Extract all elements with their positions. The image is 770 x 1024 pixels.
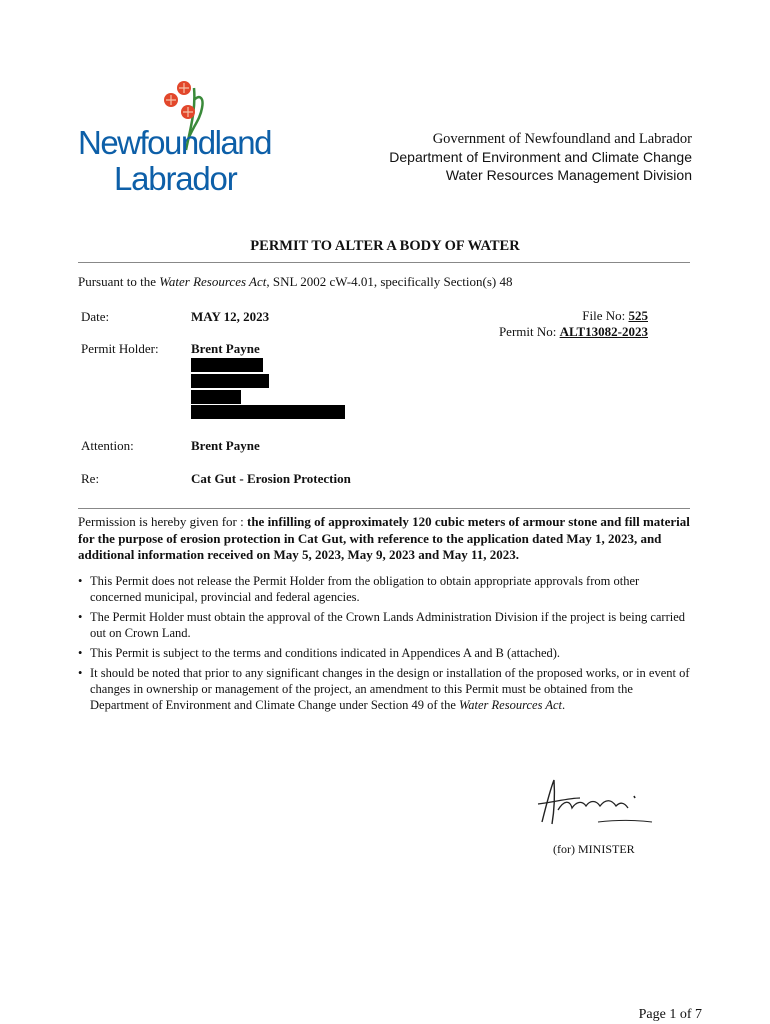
list-item: • The Permit Holder must obtain the approval of the Crown Lands Administration Division if the project is being carried out on Crown Land. [78, 609, 690, 641]
government-name: Government of Newfoundland and Labrador [432, 131, 692, 147]
file-no-line [499, 308, 648, 324]
permission-prefix: Permission is hereby given for : [78, 514, 247, 529]
signature-caption: (for) MINISTER [553, 842, 635, 856]
department-name: Department of Environment and Climate Change [389, 149, 692, 165]
permit-no-line [499, 324, 648, 340]
division-name: Water Resources Management Division [445, 167, 692, 183]
logo-wordmark-newfoundland: Newfoundland [78, 124, 271, 161]
minister-signature [536, 776, 656, 832]
title-rule [78, 262, 690, 263]
date-value: MAY 12, 2023 [191, 309, 270, 324]
attention-value: Brent Payne [191, 438, 260, 453]
re-label: Re: [81, 471, 100, 486]
permit-no-value: ALT13082-2023 [559, 324, 648, 339]
government-header [389, 130, 692, 184]
redacted-address-line-3 [191, 390, 241, 404]
page-number: Page 1 of 7 [638, 1007, 702, 1022]
list-item [78, 665, 690, 713]
section-rule [78, 508, 690, 509]
pursuant-prefix: Pursuant to the [78, 274, 160, 289]
file-no-label: File No: [582, 308, 629, 323]
attention-label: Attention: [81, 438, 134, 453]
conditions-list [78, 573, 690, 717]
amendment-text: It should be noted that prior to any significant changes in the design or installation of the proposed works, or in event of changes in ownership or management of the project, an amendment to this Permit must be obtained from the Department of Environment and Climate Change under Section 49 of the [90, 666, 690, 712]
date-label: Date: [81, 309, 110, 324]
permission-paragraph [78, 514, 690, 564]
pursuant-act: Water Resources Act [159, 274, 267, 289]
redacted-address-line-1 [191, 358, 263, 372]
file-no-value: 525 [628, 308, 648, 323]
permit-no-label: Permit No: [498, 324, 560, 339]
permission-body: the infilling of approximately 120 cubic meters of armour stone and fill material for the purpose of erosion protection in Cat Gut, with reference to the application dated May 1, 2023, and additional information received on May 5, 2023, May 9, 2023 and May 11, 2023. [78, 514, 690, 562]
logo-wordmark-labrador: Labrador [114, 160, 237, 197]
re-value: Cat Gut - Erosion Protection [191, 471, 351, 486]
file-numbers [499, 308, 648, 340]
document-title: PERMIT TO ALTER A BODY OF WATER [250, 238, 520, 254]
nl-logo [78, 80, 288, 198]
list-item: • This Permit is subject to the terms and conditions indicated in Appendices A and B (attached). [78, 645, 690, 661]
pursuant-suffix: , SNL 2002 cW-4.01, specifically Section(s) 48 [266, 274, 513, 289]
list-item: • This Permit does not release the Permit Holder from the obligation to obtain appropriate approvals from other concerned municipal, provincial and federal agencies. [78, 573, 690, 605]
pursuant-line [78, 274, 512, 291]
redacted-address-line-4 [191, 405, 345, 419]
amendment-act: Water Resources Act [459, 698, 563, 712]
redacted-address-line-2 [191, 374, 269, 388]
amendment-end: . [562, 698, 566, 712]
permit-holder-label: Permit Holder: [81, 341, 159, 356]
permit-holder-value: Brent Payne [191, 341, 260, 356]
